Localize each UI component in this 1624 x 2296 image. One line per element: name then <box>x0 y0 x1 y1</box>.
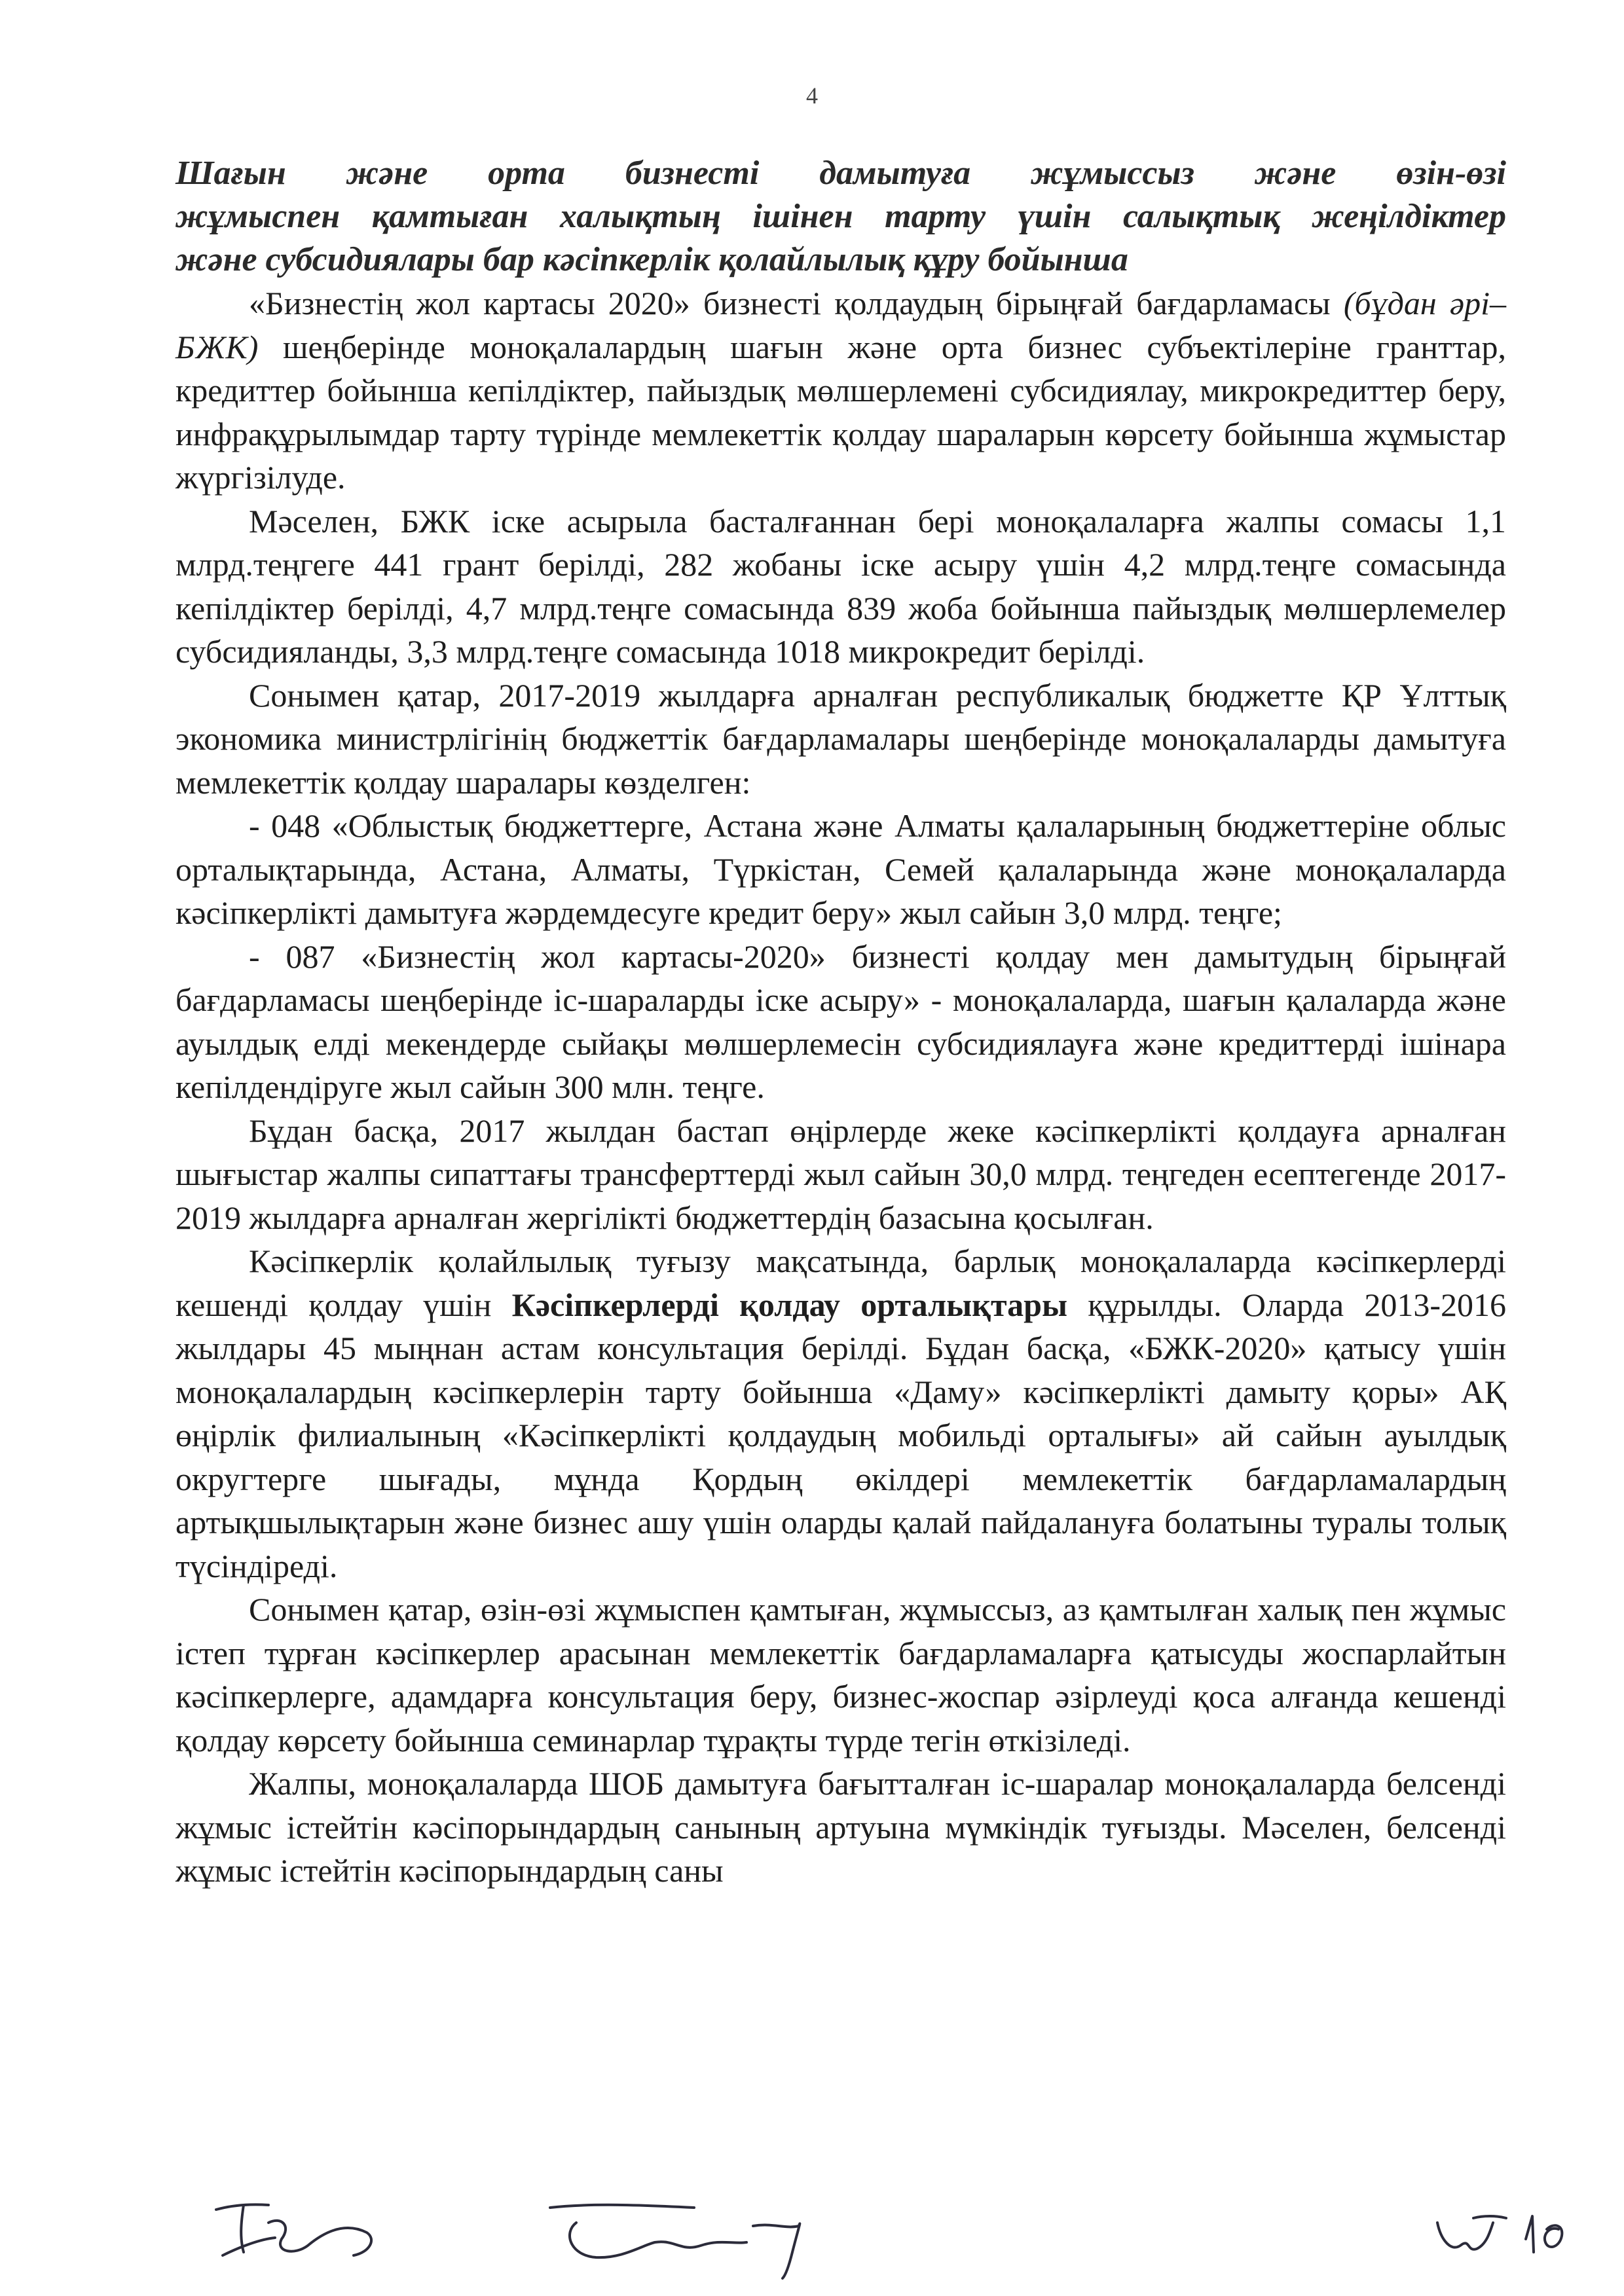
document-body <box>175 152 1506 1893</box>
paragraph-grants-stats: Мәселен, БЖК іске асырыла басталғаннан бері моноқалаларға жалпы сомасы 1,1 млрд.теңгеге 441 грант берілді, 282 жобаны іске асыру үшін 4,2 млрд.теңге сомасында кепілдіктер берілді, 4,7 млрд.теңге сомасында 839 жоба бойынша пайыздық мөлшерлемелер субсидияланды, 3,3 млрд.теңге сомасында 1018 микрокредит берілді. <box>175 502 1506 670</box>
paragraph-transfers: Бұдан басқа, 2017 жылдан бастап өңірлерде жеке кәсіпкерлікті қолдауға арналған шығыстар жалпы сипаттағы трансферттерді жыл сайын 30,0 млрд. теңгеден есептегенде 2017-2019 жылдарға арналған жергілікті бюджеттердің базасына қосылған. <box>175 1112 1506 1236</box>
paragraph-bjk-program: «Бизнестің жол картасы 2020» бизнесті қолдаудың бірыңғай бағдарламасы (бұдан әрі–БЖК) шеңберінде моноқалалардың шағын және орта бизнес субъектілеріне гранттар, кредиттер бойынша кепілдіктер, пайыздық мөлшерлемені субсидиялау, микрокредиттер беру, инфрақұрылымдар тарту түрінде мемлекеттік қолдау шараларын көрсету бойынша жұмыстар жүргізілуде. <box>175 285 1506 496</box>
support-centers-term: Кәсіпкерлерді қолдау орталықтары <box>511 1286 1067 1323</box>
page-number: 4 <box>806 82 818 109</box>
signature-left-icon <box>216 2204 371 2255</box>
paragraph-budget-programs: Сонымен қатар, 2017-2019 жылдарға арналған республикалық бюджетте ҚР Ұлттық экономика министрлігінің бюджеттік бағдарламалары шеңберінде моноқалаларды дамытуға мемлекеттік қолдау шаралары көзделген: <box>175 676 1506 801</box>
signature-right-icon <box>1437 2216 1506 2250</box>
heading-line: Шағын және орта бизнесті дамытуға жұмыссыз және өзін-өзі <box>175 155 1506 192</box>
section-heading <box>175 152 1506 282</box>
signature-center-icon <box>550 2205 800 2278</box>
list-item-program-048: - 048 «Облыстық бюджеттерге, Астана және Алматы қалаларының бюджеттеріне облыс орталықтарында, Астана, Алматы, Түркістан, Семей қалаларында және моноқалаларда кәсіпкерлікті дамытуға жәрдемдесуге кредит беру» жыл сайын 3,0 млрд. теңге; <box>175 807 1506 931</box>
paragraph-results: Жалпы, моноқалаларда ШОБ дамытуға бағытталған іс-шаралар моноқалаларда белсенді жұмыс істейтін кәсіпорындардың санының артуына мүмкіндік туғызды. Мәселен, белсенді жұмыс істейтін кәсіпорындардың саны <box>175 1765 1506 1889</box>
paragraph-seminars: Сонымен қатар, өзін-өзі жұмыспен қамтыған, жұмыссыз, аз қамтылған халық пен жұмыс істеп тұрған кәсіпкерлер арасынан мемлекеттік бағдарламаларға қатысуды жоспарлайтын кәсіпкерлерге, адамдарға консультация беру, бизнес-жоспар әзірлеуді қоса алғанда кешенді қолдау көрсету бойынша семинарлар тұрақты түрде тегін өткізіледі. <box>175 1591 1506 1758</box>
bjk-abbreviation: (бұдан әрі–БЖК) <box>175 285 1506 365</box>
heading-line: жұмыспен қамтыған халықтың ішінен тарту үшін салықтық жеңілдіктер <box>175 198 1506 235</box>
heading-line: және субсидиялары бар кәсіпкерлік қолайлылық құру бойынша <box>175 241 1128 278</box>
list-item-program-087: - 087 «Бизнестің жол картасы-2020» бизнесті қолдау мен дамытудың бірыңғай бағдарламасы шеңберінде іс-шараларды іске асыру» - моноқалаларда, шағын қалаларда және ауылдық елді мекендерде сыйақы мөлшерлемесін субсидиялауға және кредиттерді ішінара кепілдендіруге жыл сайын 300 млн. теңге. <box>175 938 1506 1105</box>
paragraph-support-centers: Кәсіпкерлік қолайлылық туғызу мақсатында, барлық моноқалаларда кәсіпкерлерді кешенді қолдау үшін Кәсіпкерлерді қолдау орталықтары құрылды. Оларда 2013-2016 жылдары 45 мыңнан астам консультация берілді. Бұдан басқа, «БЖК-2020» қатысу үшін моноқалалардың кәсіпкерлерін тарту бойынша «Даму» кәсіпкерлікті дамыту қоры» АҚ өңірлік филиалының «Кәсіпкерлікті қолдаудың мобильді орталығы» ай сайын ауылдық округтерге шығады, мұнда Қордың өкілдері мемлекеттік бағдарламалардың артықшылықтарын және бизнес ашу үшін оларды қалай пайдалануға болатыны туралы толық түсіндіреді. <box>175 1243 1506 1584</box>
corner-mark-icon <box>1526 2216 1562 2252</box>
